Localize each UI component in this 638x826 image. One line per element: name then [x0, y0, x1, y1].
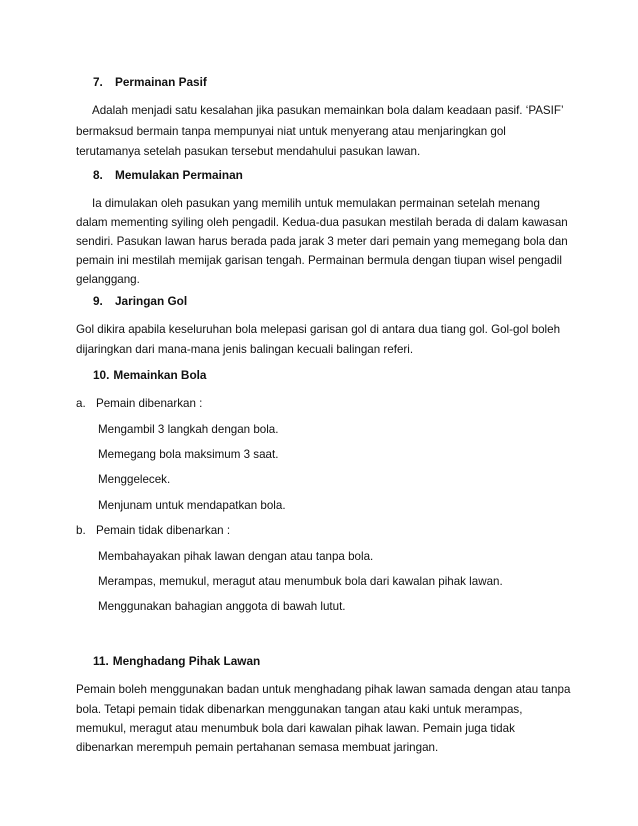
paragraph-line: Pemain boleh menggunakan badan untuk menghadang pihak lawan samada dengan atau tanpa	[76, 683, 571, 696]
group-label: Pemain dibenarkan :	[96, 397, 203, 410]
paragraph-line: dijaringkan dari mana-mana jenis balingan kecuali balingan referi.	[76, 343, 414, 356]
paragraph-line: Ia dimulakan oleh pasukan yang memilih untuk memulakan permainan setelah menang	[92, 197, 540, 210]
list-item: Menjunam untuk mendapatkan bola.	[98, 499, 286, 512]
paragraph-line: dalam mementing syiling oleh pengadil. Kedua-dua pasukan mestilah berada di dalam kawasan	[76, 216, 568, 229]
list-item: Mengambil 3 langkah dengan bola.	[98, 423, 279, 436]
section-title: Memainkan Bola	[113, 368, 207, 382]
paragraph-line: Adalah menjadi satu kesalahan jika pasukan memainkan bola dalam keadaan pasif. ‘PASIF’	[92, 104, 564, 117]
list-item: Menggelecek.	[98, 473, 171, 486]
group-letter: a.	[76, 397, 86, 410]
list-item: Merampas, memukul, meragut atau menumbuk bola dari kawalan pihak lawan.	[98, 575, 503, 588]
section-title: Menghadang Pihak Lawan	[112, 654, 261, 668]
section-10-heading	[93, 368, 207, 382]
section-number: 8.	[93, 168, 103, 182]
section-title: Permainan Pasif	[115, 75, 207, 89]
list-item: Memegang bola maksimum 3 saat.	[98, 448, 279, 461]
paragraph-line: terutamanya setelah pasukan tersebut mendahului pasukan lawan.	[76, 145, 421, 158]
group-letter: b.	[76, 524, 86, 537]
section-8-heading	[93, 168, 243, 182]
paragraph-line: pemain ini mestilah memijak garisan tengah. Permainan bermula dengan tiupan wisel pengadil	[76, 254, 562, 267]
section-title: Memulakan Permainan	[115, 168, 243, 182]
section-9-heading	[93, 294, 187, 308]
group-label: Pemain tidak dibenarkan :	[96, 524, 231, 537]
paragraph-line: gelanggang.	[76, 273, 140, 286]
section-number: 7.	[93, 75, 103, 89]
list-item: Membahayakan pihak lawan dengan atau tanpa bola.	[98, 550, 374, 563]
paragraph-line: memukul, meragut atau menumbuk bola dari kawalan pihak lawan. Pemain juga tidak	[76, 722, 515, 735]
allowed-group-label	[76, 397, 202, 410]
section-7-heading	[93, 75, 207, 89]
section-11-heading	[93, 654, 260, 668]
paragraph-line: Gol dikira apabila keseluruhan bola melepasi garisan gol di antara dua tiang gol. Gol-gol boleh	[76, 323, 561, 336]
paragraph-line: dibenarkan merempuh pemain pertahanan semasa membuat jaringan.	[76, 741, 439, 754]
list-item: Menggunakan bahagian anggota di bawah lutut.	[98, 600, 346, 613]
not-allowed-group-label	[76, 524, 230, 537]
section-number: 10.	[93, 368, 110, 382]
section-number: 9.	[93, 294, 103, 308]
paragraph-line: bermaksud bermain tanpa mempunyai niat untuk menyerang atau menjaringkan gol	[76, 125, 506, 138]
paragraph-line: sendiri. Pasukan lawan harus berada pada jarak 3 meter dari pemain yang memegang bola dan	[76, 235, 568, 248]
paragraph-line: bola. Tetapi pemain tidak dibenarkan menggunakan tangan atau kaki untuk merampas,	[76, 703, 523, 716]
section-title: Jaringan Gol	[115, 294, 188, 308]
section-number: 11.	[93, 654, 109, 668]
